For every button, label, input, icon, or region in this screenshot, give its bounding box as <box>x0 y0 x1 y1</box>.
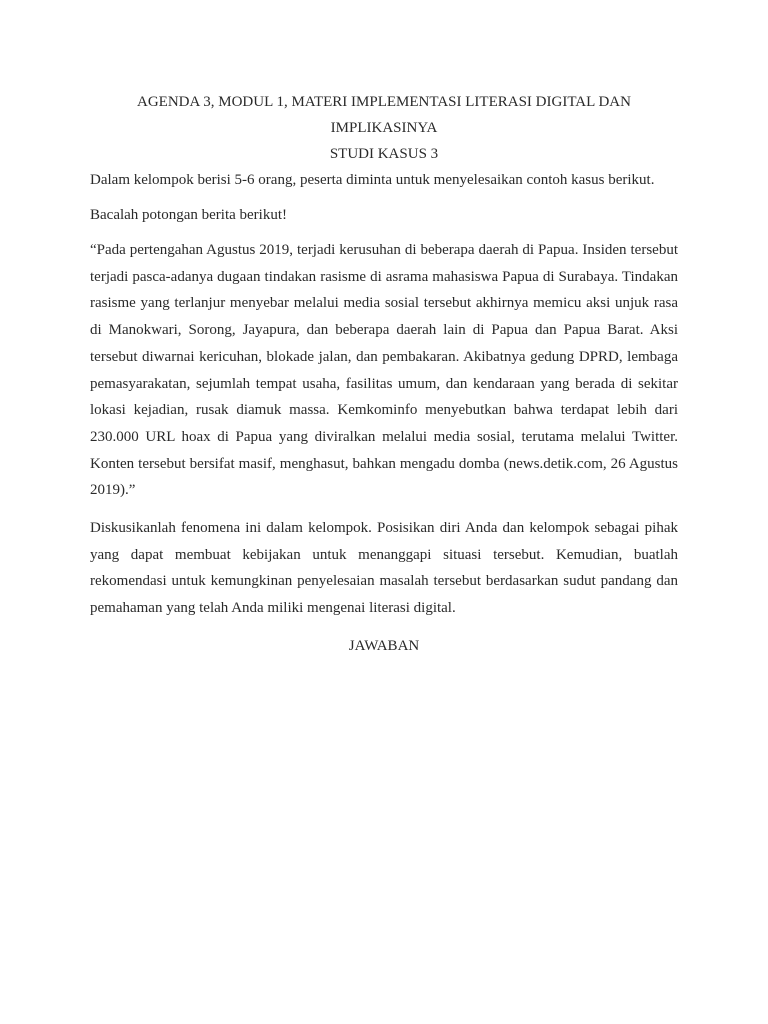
news-quote-paragraph: “Pada pertengahan Agustus 2019, terjadi kerusuhan di beberapa daerah di Papua. Insiden tersebut terjadi pasca-adanya dugaan tindakan rasisme di asrama mahasiswa Papua di Surabaya. Tindakan rasisme yang terlanjur menyebar melalui media sosial tersebut akhirnya memicu aksi unjuk rasa di Manokwari, Sorong, Jayapura, dan beberapa daerah lain di Papua dan Papua Barat. Aksi tersebut diwarnai kericuhan, blokade jalan, dan pembakaran. Akibatnya gedung DPRD, lembaga pemasyarakatan, sejumlah tempat usaha, fasilitas umum, dan kendaraan yang berada di sekitar lokasi kejadian, rusak diamuk massa. Kemkominfo menyebutkan bahwa terdapat lebih dari 230.000 URL hoax di Papua yang diviralkan melalui media sosial, terutama melalui Twitter. Konten tersebut bersifat masif, menghasut, bahkan mengadu domba (news.detik.com, 26 Agustus 2019).” <box>90 242 678 499</box>
document-title <box>90 89 678 167</box>
title-line-1: AGENDA 3, MODUL 1, MATERI IMPLEMENTASI LITERASI DIGITAL DAN <box>137 94 631 110</box>
answer-heading: JAWABAN <box>348 637 420 654</box>
case-study-subtitle: STUDI KASUS 3 <box>329 146 439 162</box>
title-line-2: IMPLIKASINYA <box>330 120 438 136</box>
intro-paragraph: Dalam kelompok berisi 5-6 orang, peserta diminta untuk menyelesaikan contoh kasus berikut. <box>90 172 655 188</box>
task-paragraph: Diskusikanlah fenomena ini dalam kelompok. Posisikan diri Anda dan kelompok sebagai pihak yang dapat membuat kebijakan untuk menanggapi situasi tersebut. Kemudian, buatlah rekomendasi untuk kemungkinan penyelesaian masalah tersebut berdasarkan sudut pandang dan pemahaman yang telah Anda miliki mengenai literasi digital. <box>90 520 678 617</box>
document-body <box>90 89 678 659</box>
instruction-paragraph: Bacalah potongan berita berikut! <box>90 207 288 223</box>
